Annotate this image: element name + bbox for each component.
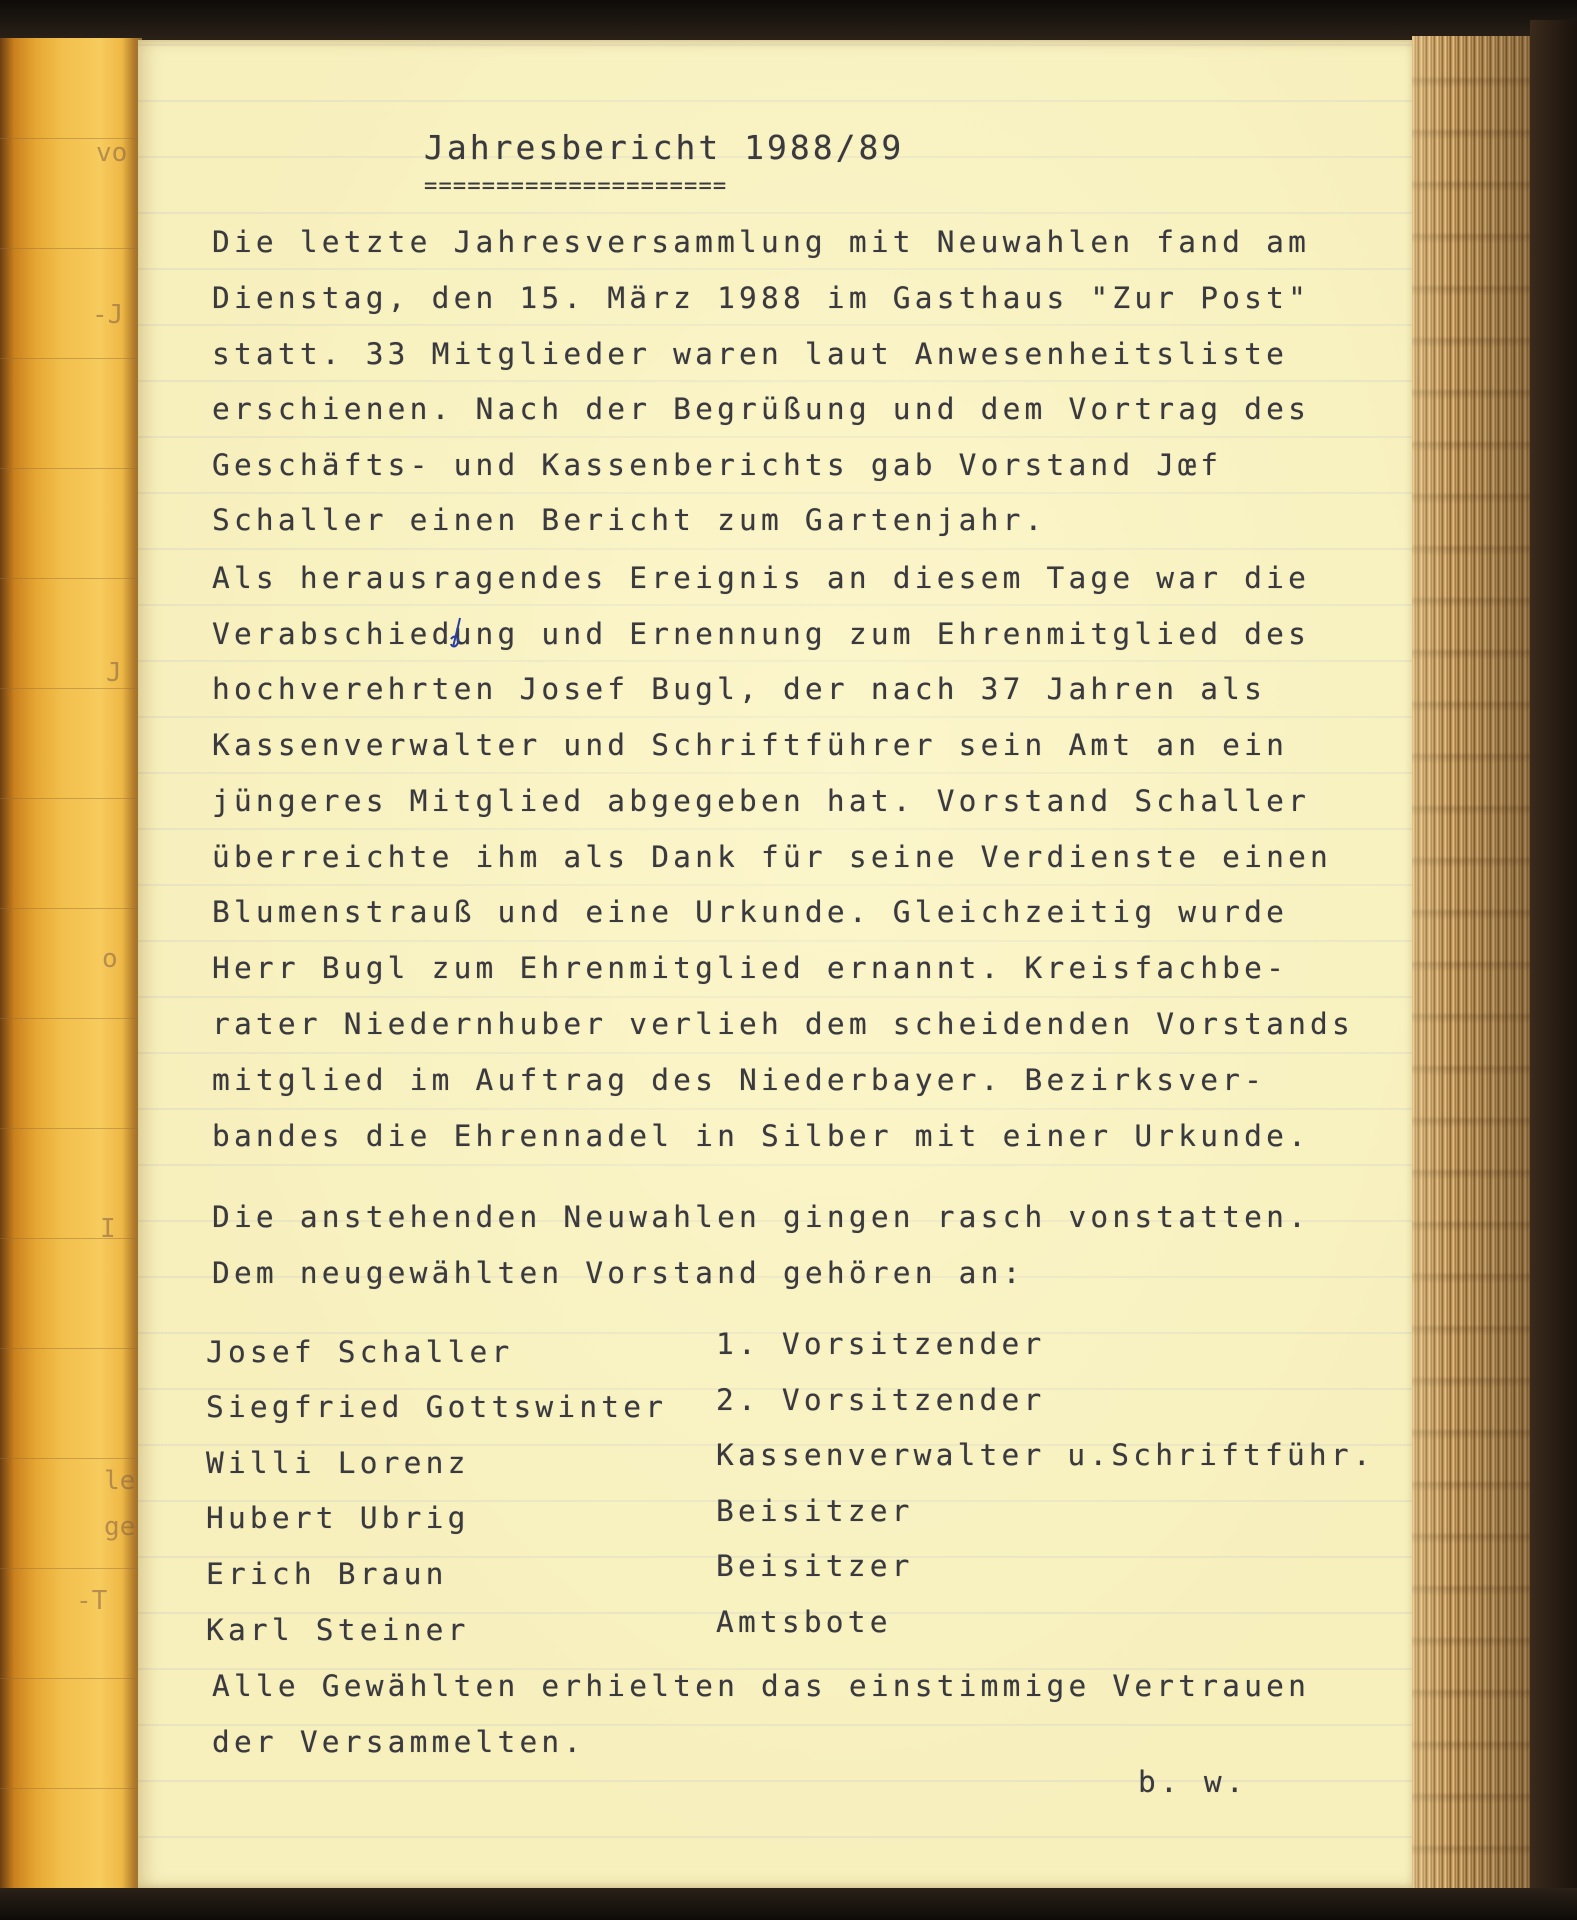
- text-line: statt. 33 Mitglieder waren laut Anwesenheitsliste: [212, 337, 1289, 371]
- continuation-note: b. w.: [1138, 1765, 1248, 1799]
- text-line: Blumenstrauß und eine Urkunde. Gleichzeitig wurde: [212, 895, 1289, 929]
- board-member-name: Siegfried Gottswinter: [206, 1390, 668, 1424]
- previous-page-fragment: ge: [104, 1512, 136, 1542]
- board-member-role: Kassenverwalter u.Schriftführ.: [716, 1438, 1375, 1472]
- ruled-line: [0, 468, 142, 469]
- ruled-line: [0, 1238, 142, 1239]
- board-member-name: Hubert Ubrig: [206, 1501, 470, 1535]
- ruled-line: [0, 1128, 142, 1129]
- board-member-name: Karl Steiner: [206, 1613, 470, 1647]
- previous-page-strip: [0, 38, 142, 1890]
- ruled-line: [0, 1788, 142, 1789]
- page-title: Jahresbericht 1988/89: [424, 128, 905, 167]
- ruled-line: [0, 1458, 142, 1459]
- board-member-name: Willi Lorenz: [206, 1446, 470, 1480]
- previous-page-fragment: vo: [96, 138, 128, 168]
- text-line: Die anstehenden Neuwahlen gingen rasch vonstatten.: [212, 1200, 1311, 1234]
- ruled-line: [0, 578, 142, 579]
- board-member-role: Beisitzer: [716, 1549, 914, 1583]
- previous-page-fragment: -T: [76, 1586, 108, 1616]
- ruled-line: [0, 358, 142, 359]
- text-line: jüngeres Mitglied abgegeben hat. Vorstand Schaller: [212, 784, 1311, 818]
- ruled-line: [0, 798, 142, 799]
- ruled-line: [0, 688, 142, 689]
- text-line: Die letzte Jahresversammlung mit Neuwahlen fand am: [212, 225, 1311, 259]
- text-line: Schaller einen Bericht zum Gartenjahr.: [212, 503, 1047, 537]
- ruled-line: [0, 1348, 142, 1349]
- ruled-line: [0, 908, 142, 909]
- text-line: rater Niedernhuber verlieh dem scheidenden Vorstands: [212, 1007, 1354, 1041]
- previous-page-fragment: I: [100, 1214, 116, 1244]
- text-line: Als herausragendes Ereignis an diesem Tage war die: [212, 561, 1311, 595]
- text-line: überreichte ihm als Dank für seine Verdienste einen: [212, 840, 1332, 874]
- text-line: Dienstag, den 15. März 1988 im Gasthaus "Zur Post": [212, 281, 1311, 315]
- previous-page-fragment: -J: [92, 300, 124, 330]
- book-cover-bottom-edge: [0, 1888, 1577, 1920]
- text-line: Herr Bugl zum Ehrenmitglied ernannt. Kreisfachbe-: [212, 951, 1289, 985]
- board-member-role: Beisitzer: [716, 1494, 914, 1528]
- ruled-line: [0, 1568, 142, 1569]
- text-line: erschienen. Nach der Begrüßung und dem Vortrag des: [212, 392, 1311, 426]
- board-member-name: Erich Braun: [206, 1557, 448, 1591]
- page-stack-shading: [1412, 36, 1532, 1892]
- previous-page-fragment: le: [104, 1466, 136, 1496]
- ruled-line: [0, 1018, 142, 1019]
- text-line: Dem neugewählten Vorstand gehören an:: [212, 1256, 1025, 1290]
- board-member-role: 1. Vorsitzender: [716, 1327, 1046, 1361]
- text-line: Geschäfts- und Kassenberichts gab Vorstand Jœf: [212, 448, 1223, 482]
- book-cover-top-edge: [0, 0, 1577, 40]
- board-member-name: Josef Schaller: [206, 1335, 514, 1369]
- pen-correction-mark: [449, 617, 463, 651]
- book-spine: [1530, 20, 1577, 1900]
- board-member-role: Amtsbote: [716, 1605, 892, 1639]
- title-underline: =====================: [424, 174, 728, 199]
- ruled-line: [0, 248, 142, 249]
- text-line: bandes die Ehrennadel in Silber mit einer Urkunde.: [212, 1119, 1311, 1153]
- text-line: Kassenverwalter und Schriftführer sein Amt an ein: [212, 728, 1289, 762]
- text-line: Alle Gewählten erhielten das einstimmige Vertrauen: [212, 1669, 1311, 1703]
- text-line: Verabschiedung und Ernennung zum Ehrenmitglied des: [212, 617, 1311, 651]
- board-member-role: 2. Vorsitzender: [716, 1383, 1046, 1417]
- text-line: der Versammelten.: [212, 1725, 586, 1759]
- previous-page-fragment: J: [106, 658, 122, 688]
- ruled-line: [0, 1678, 142, 1679]
- previous-page-fragment: o: [102, 944, 118, 974]
- text-line: mitglied im Auftrag des Niederbayer. Bezirksver-: [212, 1063, 1267, 1097]
- text-line: hochverehrten Josef Bugl, der nach 37 Jahren als: [212, 672, 1267, 706]
